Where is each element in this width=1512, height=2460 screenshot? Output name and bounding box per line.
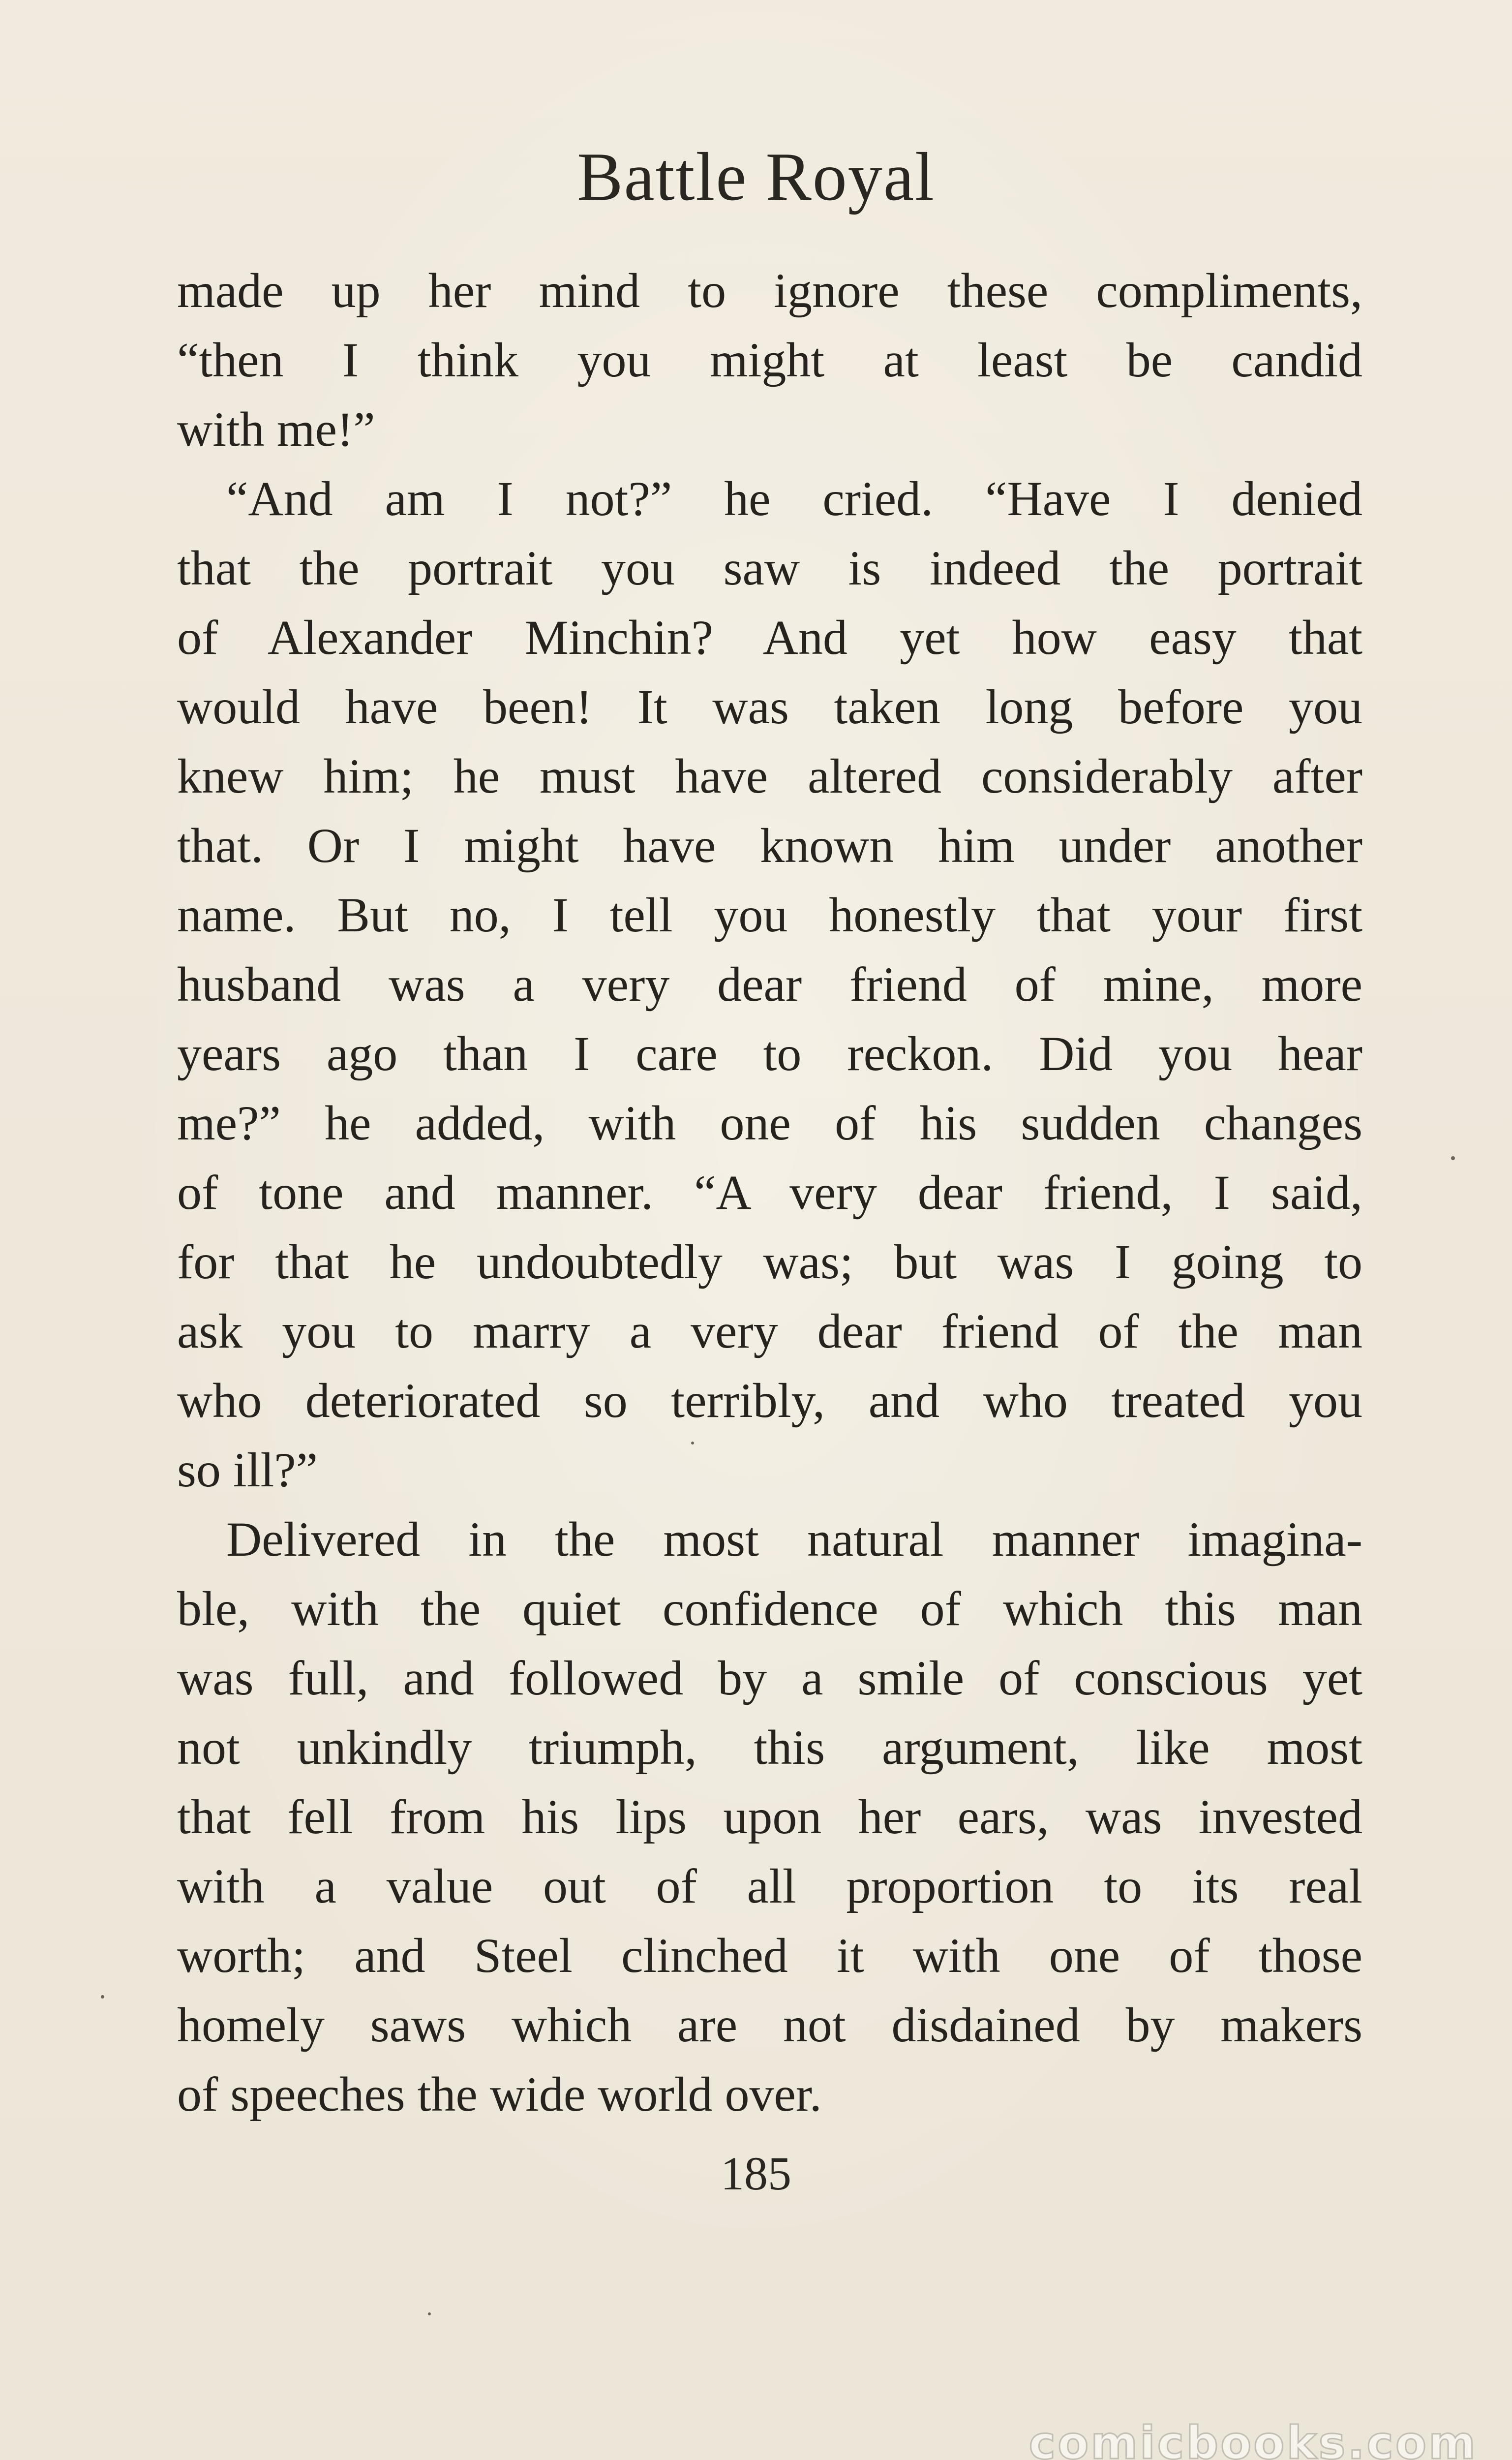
text-line: that fell from his lips upon her ears, was invested [177, 1789, 1362, 1844]
page-number: 185 [721, 2147, 791, 2200]
running-head: Battle Royal [577, 139, 935, 215]
text-line: not unkindly triumph, this argument, like most [177, 1720, 1362, 1775]
text-line: husband was a very dear friend of mine, more [177, 957, 1362, 1012]
text-line: homely saws which are not disdained by makers [177, 1998, 1362, 2052]
paragraph-2 [177, 464, 1362, 1505]
text-line: of speeches the wide world over. [177, 2067, 822, 2122]
text-line: of tone and manner. “A very dear friend, I said, [177, 1165, 1362, 1220]
text-line: made up her mind to ignore these compliments, [177, 263, 1362, 318]
text-line: “then I think you might at least be candid [177, 333, 1362, 387]
text-line: was full, and followed by a smile of conscious yet [177, 1651, 1362, 1705]
text-line: years ago than I care to reckon. Did you hear [177, 1026, 1362, 1081]
paper-speck [1451, 1156, 1455, 1160]
text-line: name. But no, I tell you honestly that your first [177, 888, 1362, 942]
text-line: with me!” [177, 402, 375, 457]
text-line: that. Or I might have known him under another [177, 818, 1362, 873]
watermark: comicbooks.com [1028, 2417, 1478, 2460]
paragraph-3 [177, 1505, 1362, 2129]
paper-speck [691, 1442, 694, 1445]
text-line: that the portrait you saw is indeed the portrait [177, 541, 1362, 595]
paragraph-1 [177, 256, 1362, 464]
text-line: “And am I not?” he cried. “Have I denied [226, 471, 1362, 526]
text-line: worth; and Steel clinched it with one of those [177, 1928, 1362, 1983]
text-line: of Alexander Minchin? And yet how easy that [177, 610, 1362, 665]
text-line: knew him; he must have altered considerably after [177, 749, 1362, 803]
text-line: for that he undoubtedly was; but was I going to [177, 1234, 1362, 1289]
text-line: with a value out of all proportion to its real [177, 1859, 1362, 1913]
body-text [177, 256, 1362, 2129]
text-line: ask you to marry a very dear friend of the man [177, 1304, 1362, 1358]
paper-speck [101, 1995, 104, 1999]
text-line: would have been! It was taken long before you [177, 679, 1362, 734]
text-line: Delivered in the most natural manner imagina- [226, 1512, 1362, 1567]
paper-speck [428, 2312, 431, 2315]
text-line: ble, with the quiet confidence of which this man [177, 1581, 1362, 1636]
text-line: me?” he added, with one of his sudden changes [177, 1096, 1362, 1150]
text-line: so ill?” [177, 1443, 318, 1497]
text-line: who deteriorated so terribly, and who treated you [177, 1373, 1362, 1428]
